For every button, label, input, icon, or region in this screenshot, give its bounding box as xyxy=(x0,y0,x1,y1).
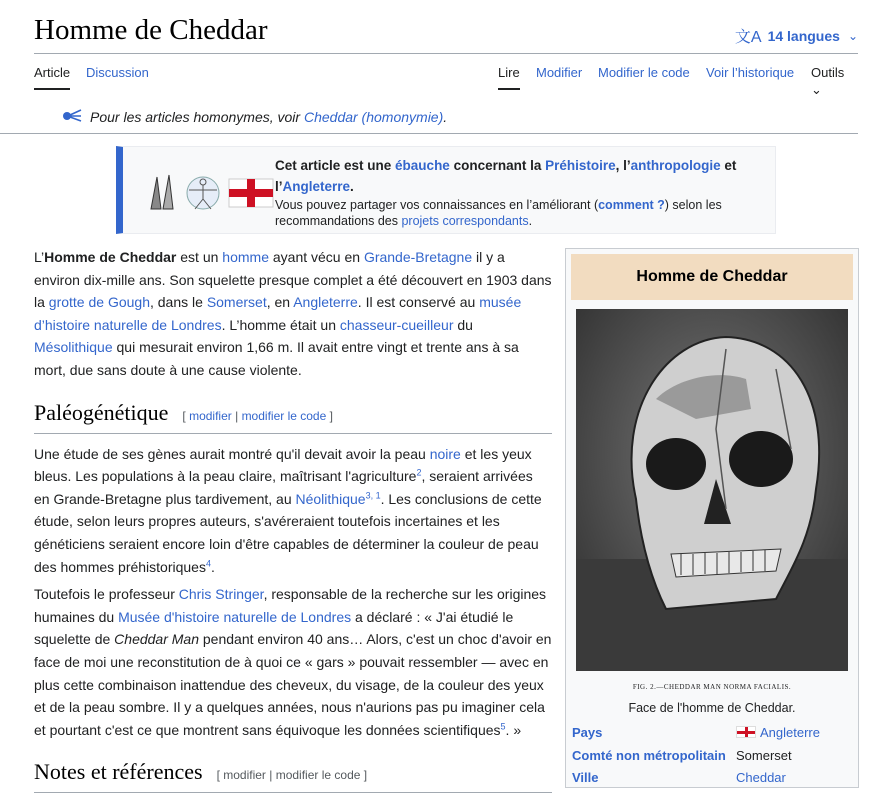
comte-label[interactable]: Comté non métropolitain xyxy=(572,748,726,763)
tab-edit[interactable]: Modifier xyxy=(536,65,583,80)
section-heading-paleogenetique: Paléogénétique [ modifier | modifier le code ] xyxy=(34,402,552,434)
angleterre-link[interactable]: Angleterre xyxy=(293,294,358,311)
tab-discussion[interactable]: Discussion xyxy=(86,65,149,80)
language-button[interactable] xyxy=(735,24,858,47)
image-caption: Face de l'homme de Cheddar. xyxy=(628,701,796,715)
infobox-row-comte xyxy=(572,748,792,763)
mesolithique-link[interactable]: Mésolithique xyxy=(34,339,113,356)
page-title: Homme de Cheddar xyxy=(34,14,268,46)
chris-stringer-link[interactable]: Chris Stringer xyxy=(178,586,264,603)
pays-label[interactable]: Pays xyxy=(572,725,603,740)
stub-title: Cet article est une ébauche concernant la Préhistoire, l’anthropologie et l’Angleterre. xyxy=(275,158,737,194)
hatnote-text: Pour les articles homonymes, voir Cheddar (homonymie). xyxy=(90,109,448,125)
flint-tool-icon xyxy=(151,175,173,209)
page-tabs xyxy=(34,64,858,97)
hatnote xyxy=(0,98,858,134)
tab-read[interactable]: Lire xyxy=(498,64,520,90)
vitruvian-man-icon xyxy=(187,177,219,209)
section-edit-links: [ modifier | modifier le code ] xyxy=(182,408,333,423)
infobox xyxy=(565,248,859,788)
ref-4[interactable]: 4 xyxy=(205,557,211,568)
ville-value[interactable]: Cheddar xyxy=(736,770,786,785)
figure-caption: FIG. 2.—CHEDDAR MAN NORMA FACIALIS. xyxy=(632,683,792,691)
skull-photo[interactable] xyxy=(576,309,848,671)
section-edit-link[interactable]: modifier xyxy=(189,408,232,423)
projets-link[interactable]: projets correspondants xyxy=(401,214,529,228)
tab-article[interactable]: Article xyxy=(34,64,70,90)
section-edit-links-notes[interactable]: [ modifier | modifier le code ] xyxy=(216,768,368,783)
stub-icons xyxy=(145,173,275,213)
grotte-link[interactable]: grotte de Gough xyxy=(48,294,150,311)
grande-bretagne-link[interactable]: Grande-Bretagne xyxy=(363,249,473,265)
neolithique-link[interactable]: Néolithique xyxy=(295,490,366,507)
stub-subtext: Vous pouvez partager vos connaissances en l’améliorant (comment ?) selon les recommandations des projets correspondants. xyxy=(275,198,722,228)
comment-link[interactable]: comment ? xyxy=(598,198,665,212)
england-flag-icon xyxy=(736,726,756,738)
musee-link[interactable]: musée d’histoire naturelle de Londres xyxy=(34,294,522,333)
article-body xyxy=(34,246,552,793)
translate-icon: 文A xyxy=(734,29,762,46)
angleterre-link[interactable]: Angleterre xyxy=(282,179,351,194)
anthropologie-link[interactable]: anthropologie xyxy=(630,158,721,173)
paleogenetique-paragraph-2: Toutefois le professeur Chris Stringer, responsable de la recherche sur les origines humaines du Musée d'histoire naturelle de Londres a déclaré : « J'ai étudié le squelette de Cheddar Man pendant environ 40 ans… Alors, c'est un choc d'avoir en face de moi une reconstitution de à quoi ce « gars » pouvait ressembler — avec en plus cette combinaison inattendue des cheveux, du visage, de la couleur des yeux et de la peau sombre. Il y a quelques années, nous n'aurions pas pu imaginer cela et pourtant c'est ce que montrent sans équivoque les données scientifiques$^5$. » xyxy=(34,586,552,738)
ref-5[interactable]: 5 xyxy=(500,721,506,732)
musee-londres-link[interactable]: Musée d'histoire naturelle de Londres xyxy=(118,608,352,625)
england-flag-icon xyxy=(229,179,273,207)
chevron-down-icon: ⌄ xyxy=(811,82,822,97)
chevron-down-icon: ⌄ xyxy=(847,28,858,43)
ref-3-1[interactable]: 3, 1 xyxy=(365,490,381,501)
language-count: 14 langues xyxy=(767,27,840,44)
homme-link[interactable]: homme xyxy=(222,249,269,265)
tab-edit-code[interactable]: Modifier le code xyxy=(598,65,690,80)
infobox-title: Homme de Cheddar xyxy=(571,254,853,300)
intro-paragraph: L’Homme de Cheddar est un homme ayant vécu en Grande-Bretagne il y a environ dix-mille ans. Son squelette presque complet a été découvert en 1903 dans la grotte de Gough, dans le Somerset, en Angleterre. Il est conservé au musée d’histoire naturelle de Londres. L’homme était un chasseur-cueilleur du Mésolithique qui mesurait environ 1,66 m. Il avait entre vingt et trente ans à sa mort, due sans doute à une cause violente. xyxy=(34,249,552,378)
somerset-link[interactable]: Somerset xyxy=(206,294,267,311)
tab-history[interactable]: Voir l’historique xyxy=(706,65,795,80)
disambiguation-icon xyxy=(62,109,82,121)
section-edit-code-link[interactable]: modifier le code xyxy=(241,408,327,423)
noire-link[interactable]: noire xyxy=(429,445,461,462)
infobox-row-ville xyxy=(572,770,786,785)
chasseur-link[interactable]: chasseur-cueilleur xyxy=(339,316,454,333)
stub-notice xyxy=(116,146,776,234)
comte-value: Somerset xyxy=(736,748,792,763)
ref-2[interactable]: 2 xyxy=(416,467,422,478)
ville-label[interactable]: Ville xyxy=(572,770,599,785)
paleogenetique-paragraph-1: Une étude de ses gènes aurait montré qu'il devait avoir la peau noire et les yeux bleus. Les populations à la peau claire, maîtrisant l'agriculture$^2$, seraient arrivées en Grande-Bretagne plus tardivement, au Néolithique$^{3, 1}$. Les conclusions de cette étude, selon leurs propres auteurs, s'avéreraient toutefois incertaines et les généticiens seraient encore loin d'être capables de déterminer la couleur de peau des hommes préhistoriques$^4$. xyxy=(34,445,542,575)
ebauche-link[interactable]: ébauche xyxy=(395,158,450,173)
prehistoire-link[interactable]: Préhistoire xyxy=(545,158,616,173)
section-heading-notes: Notes et références [ modifier | modifier le code ] xyxy=(34,761,552,793)
title-divider xyxy=(34,53,858,54)
pays-value[interactable]: Angleterre xyxy=(760,725,820,740)
infobox-row-pays xyxy=(572,725,820,740)
tools-label: Outils xyxy=(811,65,845,80)
tools-menu[interactable] xyxy=(811,64,858,97)
homonymie-link[interactable]: Cheddar (homonymie) xyxy=(303,109,444,125)
